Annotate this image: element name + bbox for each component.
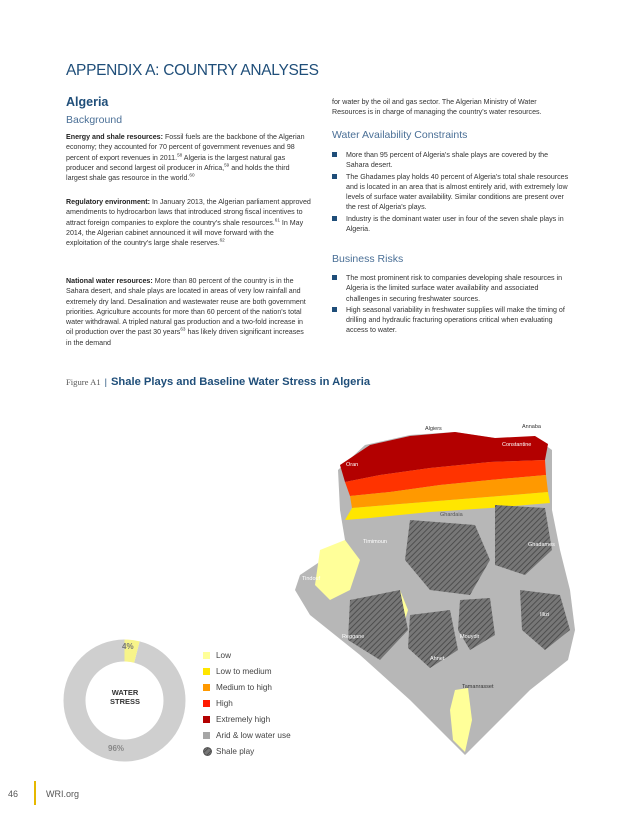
figure-separator: | [104, 377, 107, 387]
appendix-title: APPENDIX A: COUNTRY ANALYSES [66, 62, 319, 79]
footnote-ref: 59 [224, 162, 230, 168]
legend-label: Shale play [216, 746, 255, 756]
donut-large-pct: 96% [108, 744, 125, 753]
map-label-illizi: Illizi [540, 612, 550, 618]
map-label-annaba: Annaba [522, 424, 541, 430]
legend-swatch [203, 700, 210, 707]
map-legend [203, 647, 291, 759]
legend-label: High [216, 698, 233, 708]
legend-label: Low to medium [216, 666, 272, 676]
legend-swatch [203, 668, 210, 675]
legend-swatch [203, 652, 210, 659]
legend-swatch [203, 716, 210, 723]
map-label-ghardaia: Ghardaia [440, 512, 463, 518]
footer-url[interactable]: WRI.org [46, 789, 80, 799]
shale-play-icon [203, 747, 212, 756]
para-water-resources [66, 276, 311, 348]
page-number: 46 [8, 789, 19, 799]
footnote-ref: 58 [177, 152, 183, 158]
legend-label: Arid & low water use [216, 730, 291, 740]
map-label-ghadames: Ghadames [528, 542, 555, 548]
figure-title: Shale Plays and Baseline Water Stress in Algeria [110, 376, 371, 388]
legend-label: Medium to high [216, 682, 272, 692]
map-label-ahnet: Ahnet [430, 656, 445, 662]
para-energy-text3: and holds the third largest shale gas resource in the world. [66, 163, 290, 183]
para-regulatory-text2: In May 2014, the Algerian cabinet announced it will move forward with the exploitation of the country's large shale reserves. [66, 218, 304, 248]
para-energy-lead: Energy and shale resources: [66, 133, 163, 141]
legend-swatch [203, 732, 210, 739]
map-label-algiers: Algiers [425, 426, 442, 432]
list-item: More than 95 percent of Algeria's shale plays are covered by the Sahara desert. [332, 150, 572, 171]
footer-divider [34, 781, 36, 805]
legend-item [203, 647, 291, 663]
legend-item [203, 727, 291, 743]
footnote-ref: 63 [180, 327, 186, 333]
legend-item [203, 679, 291, 695]
para-regulatory [66, 197, 311, 248]
legend-label: Low [216, 650, 232, 660]
country-heading: Algeria [66, 95, 109, 109]
footnote-ref: 62 [219, 237, 225, 243]
figure-caption [66, 376, 370, 388]
background-heading: Background [66, 114, 123, 126]
legend-item [203, 663, 291, 679]
legend-label: Extremely high [216, 714, 271, 724]
donut-center-label: WATER STRESS [109, 688, 140, 706]
para-energy [66, 132, 311, 183]
para-water-text2: has likely driven significant increases in the demand [66, 328, 304, 347]
water-constraints-heading: Water Availability Constraints [332, 129, 468, 141]
map-label-reggane: Reggane [342, 634, 365, 640]
figure-label: Figure A1 [66, 377, 101, 387]
map-label-timimoun: Timimoun [363, 539, 387, 545]
legend-item [203, 743, 291, 759]
para-energy-text2: Algeria is the largest natural gas producer and second largest oil producer in Africa, [66, 153, 286, 172]
para-energy-text: Fossil fuels are the backbone of the Algerian economy; they accounted for 70 percent of government revenues and 98 percent of export revenues in 2011. [66, 133, 305, 162]
legend-swatch [203, 684, 210, 691]
list-item: The Ghadames play holds 40 percent of Algeria's total shale resources and is located in an area that is almost entirely arid, with extremely low levels of surface water availability. Similar conditions are present over the rest of Algeria's plays. [332, 172, 572, 213]
legend-item [203, 695, 291, 711]
map-label-oran: Oran [346, 462, 359, 468]
water-constraints-list [332, 150, 572, 235]
business-risks-list [332, 273, 572, 337]
para-regulatory-lead: Regulatory environment: [66, 198, 150, 206]
donut-small-pct: 4% [122, 642, 134, 651]
business-risks-heading: Business Risks [332, 253, 404, 265]
para-water-lead: National water resources: [66, 277, 153, 285]
algeria-water-stress-map [290, 400, 610, 790]
map-label-tindouf: Tindouf [302, 576, 321, 582]
para-water-text: More than 80 percent of the country is in the Sahara desert, and shale plays are located in areas of very low rainfall and extremely dry land. Desalination and wastewater reuse are both government priorities. Agriculture accounts for more than 60 percent of the nation's total water withdrawal. A tripled natural gas production and a two-fold increase in oil production over the past 30 years [66, 277, 306, 337]
list-item: Industry is the dominant water user in four of the seven shale plays in Algeria. [332, 214, 572, 235]
footnote-ref: 61 [274, 217, 280, 223]
para-regulatory-text: In January 2013, the Algerian parliament approved amendments to hydrocarbon laws that introduced strong fiscal incentives to attract foreign companies to explore the country's shale resources. [66, 198, 311, 227]
list-item: The most prominent risk to companies developing shale resources in Algeria is the limited surface water availability and associated challenges in securing freshwater sources. [332, 273, 572, 304]
map-label-constantine: Constantine [502, 442, 532, 448]
map-label-mouydir: Mouydir [460, 634, 480, 640]
footnote-ref: 60 [189, 172, 195, 178]
para-continuation: for water by the oil and gas sector. The Algerian Ministry of Water Resources is in charge of managing the country's water resources. [332, 98, 542, 117]
map-label-tamanrasset: Tamanrasset [462, 684, 494, 690]
legend-item [203, 711, 291, 727]
list-item: High seasonal variability in freshwater supplies will make the timing of drilling and hydraulic fracturing operations critical when evaluating access to water. [332, 305, 572, 336]
